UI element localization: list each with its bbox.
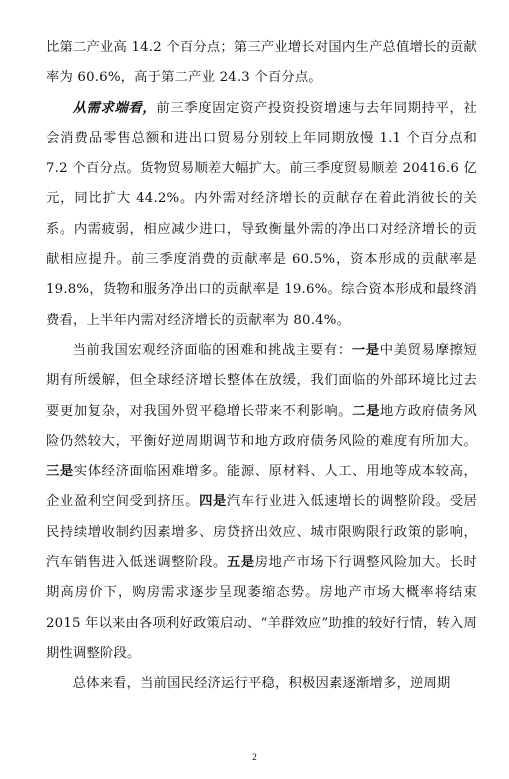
point-1-label: 一是 — [351, 342, 380, 358]
paragraph-1 — [46, 33, 477, 94]
point-3-text: 实体经济面临困难增多。能源、原材料、人工、用地等成本较高，企业盈利空间受到挤压。 — [46, 464, 477, 510]
point-5-label: 五是 — [226, 555, 255, 571]
point-2-text: 地方政府债务风险仍然较大，平衡好逆周期调节和地方政府债务风险的难度有所加大。 — [46, 403, 477, 449]
point-4-text: 汽车行业进入低速增长的调整阶段。受居民持续增收制约因素增多、房贷挤出效应、城市限购限行政策的影响，汽车销售进入低迷调整阶段。 — [46, 494, 477, 571]
paragraph-3-intro: 当前我国宏观经济面临的困难和挑战主要有： — [72, 342, 352, 358]
paragraph-2-text: 前三季度固定资产投资投资增速与去年同期持平，社会消费品零售总额和进出口贸易分别较上年同期放慢 1.1 个百分点和 7.2 个百分点。货物贸易顺差大幅扩大。前三季度贸易顺差 20416.6 亿元，同比扩大 44.2%。内外需对经济增长的贡献存在着此消彼长的关系。内需疲弱，相应减少进口，导致衡量外需的净出口对经济增长的贡献相应提升。前三季度消费的贡献率是 60.5%，资本形成的贡献率是 19.8%，货物和服务净出口的贡献率是 19.6%。综合资本形成和最终消费看，上半年内需对经济增长的贡献率为 80.4%。 — [46, 100, 477, 328]
point-1-text: 中美贸易摩擦短期有所缓解，但全球经济增长整体在放缓，我们面临的外部环境比过去要更加复杂，对我国外贸平稳增长带来不利影响。 — [46, 342, 477, 419]
paragraph-3 — [46, 336, 477, 669]
paragraph-4-text: 总体来看，当前国民经济运行平稳，积极因素逐渐增多，逆周期 — [72, 676, 451, 692]
paragraph-1-text: 比第二产业高 14.2 个百分点；第三产业增长对国内生产总值增长的贡献率为 60.6%，高于第二产业 24.3 个百分点。 — [46, 40, 477, 86]
paragraph-4 — [46, 669, 477, 699]
point-4-label: 四是 — [199, 494, 227, 510]
body-text — [46, 33, 477, 700]
point-3-label: 三是 — [46, 464, 74, 480]
point-2-label: 二是 — [352, 403, 380, 419]
paragraph-2 — [46, 94, 477, 336]
paragraph-2-heading: 从需求端看， — [72, 100, 157, 116]
point-5-text: 房地产市场下行调整风险加大。长时期高房价下，购房需求逐步呈现萎缩态势。房地产市场大概率将结束 2015 年以来由各项利好政策启动、“羊群效应”助推的较好行情，转入周期性调整阶段。 — [46, 555, 478, 661]
page-number: 2 — [252, 752, 257, 762]
